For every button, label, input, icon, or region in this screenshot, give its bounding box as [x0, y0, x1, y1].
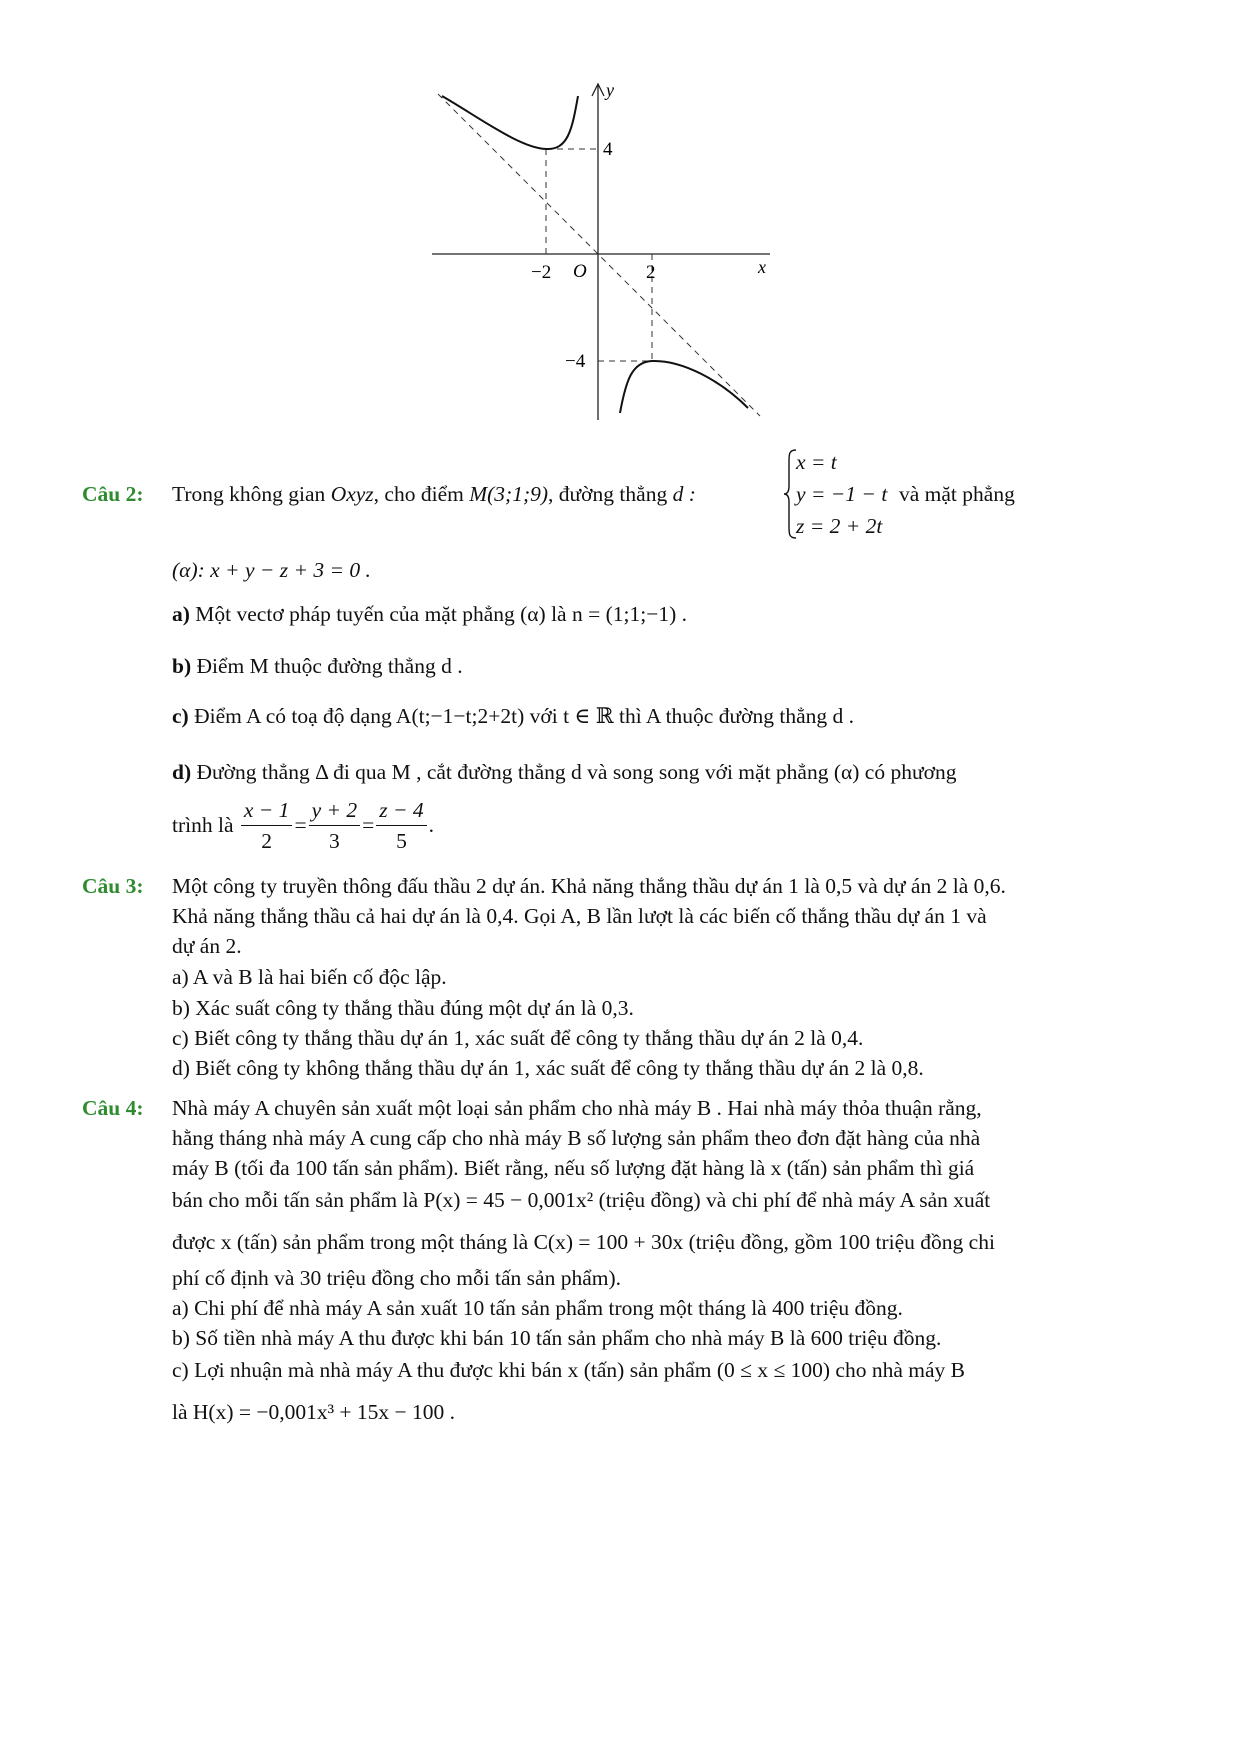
q2-sys-x: x = t: [796, 450, 837, 474]
q2-oxyz: Oxyz: [330, 482, 374, 506]
curve-right-branch: [620, 361, 748, 413]
curve-left-branch: [442, 96, 578, 149]
q2-label: Câu 2:: [82, 482, 144, 506]
q2-b-label: b): [172, 654, 192, 678]
x-axis-label: x: [758, 257, 766, 277]
q3-label: Câu 3:: [82, 874, 144, 898]
eq-1: =: [294, 813, 307, 837]
q3-option-a: a) A và B là hai biến cố độc lập.: [172, 965, 447, 989]
q2-a-label: a): [172, 602, 190, 626]
q4-line2: hằng tháng nhà máy A cung cấp cho nhà máy B số lượng sản phẩm theo đơn đặt hàng của nhà: [172, 1126, 981, 1150]
q2-d-equation: [172, 795, 434, 856]
q4-option-b: b) Số tiền nhà máy A thu được khi bán 10 tấn sản phẩm cho nhà máy B là 600 triệu đồng.: [172, 1326, 942, 1350]
q4-line5: được x (tấn) sản phẩm trong một tháng là C(x) = 100 + 30x (triệu đồng, gồm 100 triệu đồng chi: [172, 1230, 995, 1254]
q2-intro-a: Trong không gian: [172, 482, 326, 506]
q3-line2: Khả năng thắng thầu cả hai dự án là 0,4. Gọi A, B lần lượt là các biến cố thắng thầu dự án 1 và: [172, 904, 987, 928]
frac2-den: 3: [328, 829, 340, 853]
q2-point-m: M(3;1;9): [469, 482, 549, 506]
q3-line3: dự án 2.: [172, 934, 242, 958]
q4-line4: bán cho mỗi tấn sản phẩm là P(x) = 45 − 0,001x² (triệu đồng) và chi phí để nhà máy A sản xuất: [172, 1188, 991, 1212]
q4-line3: máy B (tối đa 100 tấn sản phẩm). Biết rằng, nếu số lượng đặt hàng là x (tấn) sản phẩm thì giá: [172, 1156, 975, 1180]
q2-c-text: Điểm A có toạ độ dạng A(t;−1−t;2+2t) với t ∈ ℝ thì A thuộc đường thẳng d .: [194, 704, 855, 728]
q4-option-a: a) Chi phí để nhà máy A sản xuất 10 tấn sản phẩm trong một tháng là 400 triệu đồng.: [172, 1296, 903, 1320]
fraction-y: [309, 795, 361, 856]
q2-plane: (α): x + y − z + 3 = 0 .: [172, 558, 371, 582]
origin-label: O: [573, 261, 587, 282]
q2-intro-c: , đường thẳng: [548, 482, 668, 506]
frac1-den: 2: [261, 829, 273, 853]
q3-option-c: c) Biết công ty thắng thầu dự án 1, xác suất để công ty thắng thầu dự án 2 là 0,4.: [172, 1026, 864, 1050]
q4-line1: Nhà máy A chuyên sản xuất một loại sản phẩm cho nhà máy B . Hai nhà máy thỏa thuận rằng,: [172, 1096, 982, 1120]
q2-c-label: c): [172, 704, 189, 728]
frac3-num: z − 4: [376, 795, 426, 826]
q3-option-d: d) Biết công ty không thắng thầu dự án 1, xác suất để công ty thắng thầu dự án 2 là 0,8.: [172, 1056, 924, 1080]
y-axis-label: y: [606, 80, 614, 100]
tick-label-y-4: 4: [603, 139, 613, 160]
q2-sys-z: z = 2 + 2t: [796, 514, 883, 538]
tick-label-x-neg2: −2: [531, 262, 552, 283]
q2-d-prefix: d :: [672, 482, 696, 506]
q4-option-c2: là H(x) = −0,001x³ + 15x − 100 .: [172, 1400, 456, 1424]
tick-label-y-neg4: −4: [565, 351, 586, 372]
function-graph: [420, 70, 780, 430]
q2-option-b: [172, 654, 463, 679]
q2-a-text: Một vectơ pháp tuyến của mặt phẳng (α) là n = (1;1;−1) .: [195, 602, 687, 626]
eq-2: =: [362, 813, 375, 837]
q3-line1: Một công ty truyền thông đấu thầu 2 dự án. Khả năng thắng thầu dự án 1 là 0,5 và dự án 2 là 0,6.: [172, 874, 1006, 898]
q2-b-text: Điểm M thuộc đường thẳng d .: [196, 654, 463, 678]
tick-label-x-2: 2: [646, 262, 656, 283]
fraction-z: [376, 795, 426, 856]
oblique-asymptote: [438, 94, 760, 416]
q2-d-label: d): [172, 760, 192, 784]
q2-intro-b: , cho điểm: [373, 482, 464, 506]
q2-d-text: Đường thẳng Δ đi qua M , cắt đường thẳng d và song song với mặt phẳng (α) có phương: [196, 760, 957, 784]
q3-option-b: b) Xác suất công ty thắng thầu đúng một dự án là 0,3.: [172, 996, 634, 1020]
q2-option-a: [172, 602, 687, 627]
q2-intro-d: và mặt phẳng: [899, 482, 1015, 506]
q2-option-c: [172, 704, 854, 729]
fraction-x: [241, 795, 293, 856]
frac2-num: y + 2: [309, 795, 361, 826]
q4-label: Câu 4:: [82, 1096, 144, 1120]
q4-line6: phí cố định và 30 triệu đồng cho mỗi tấn sản phẩm).: [172, 1266, 622, 1290]
q4-option-c: c) Lợi nhuận mà nhà máy A thu được khi bán x (tấn) sản phẩm (0 ≤ x ≤ 100) cho nhà máy B: [172, 1358, 966, 1382]
q2-option-d: [172, 760, 957, 785]
q2-d-text2: trình là: [172, 813, 234, 837]
q2-sys-y: y = −1 − t: [796, 482, 888, 506]
q2-intro: [172, 482, 696, 507]
frac3-den: 5: [396, 829, 407, 853]
frac1-num: x − 1: [241, 795, 293, 826]
eq-end: .: [428, 813, 435, 837]
